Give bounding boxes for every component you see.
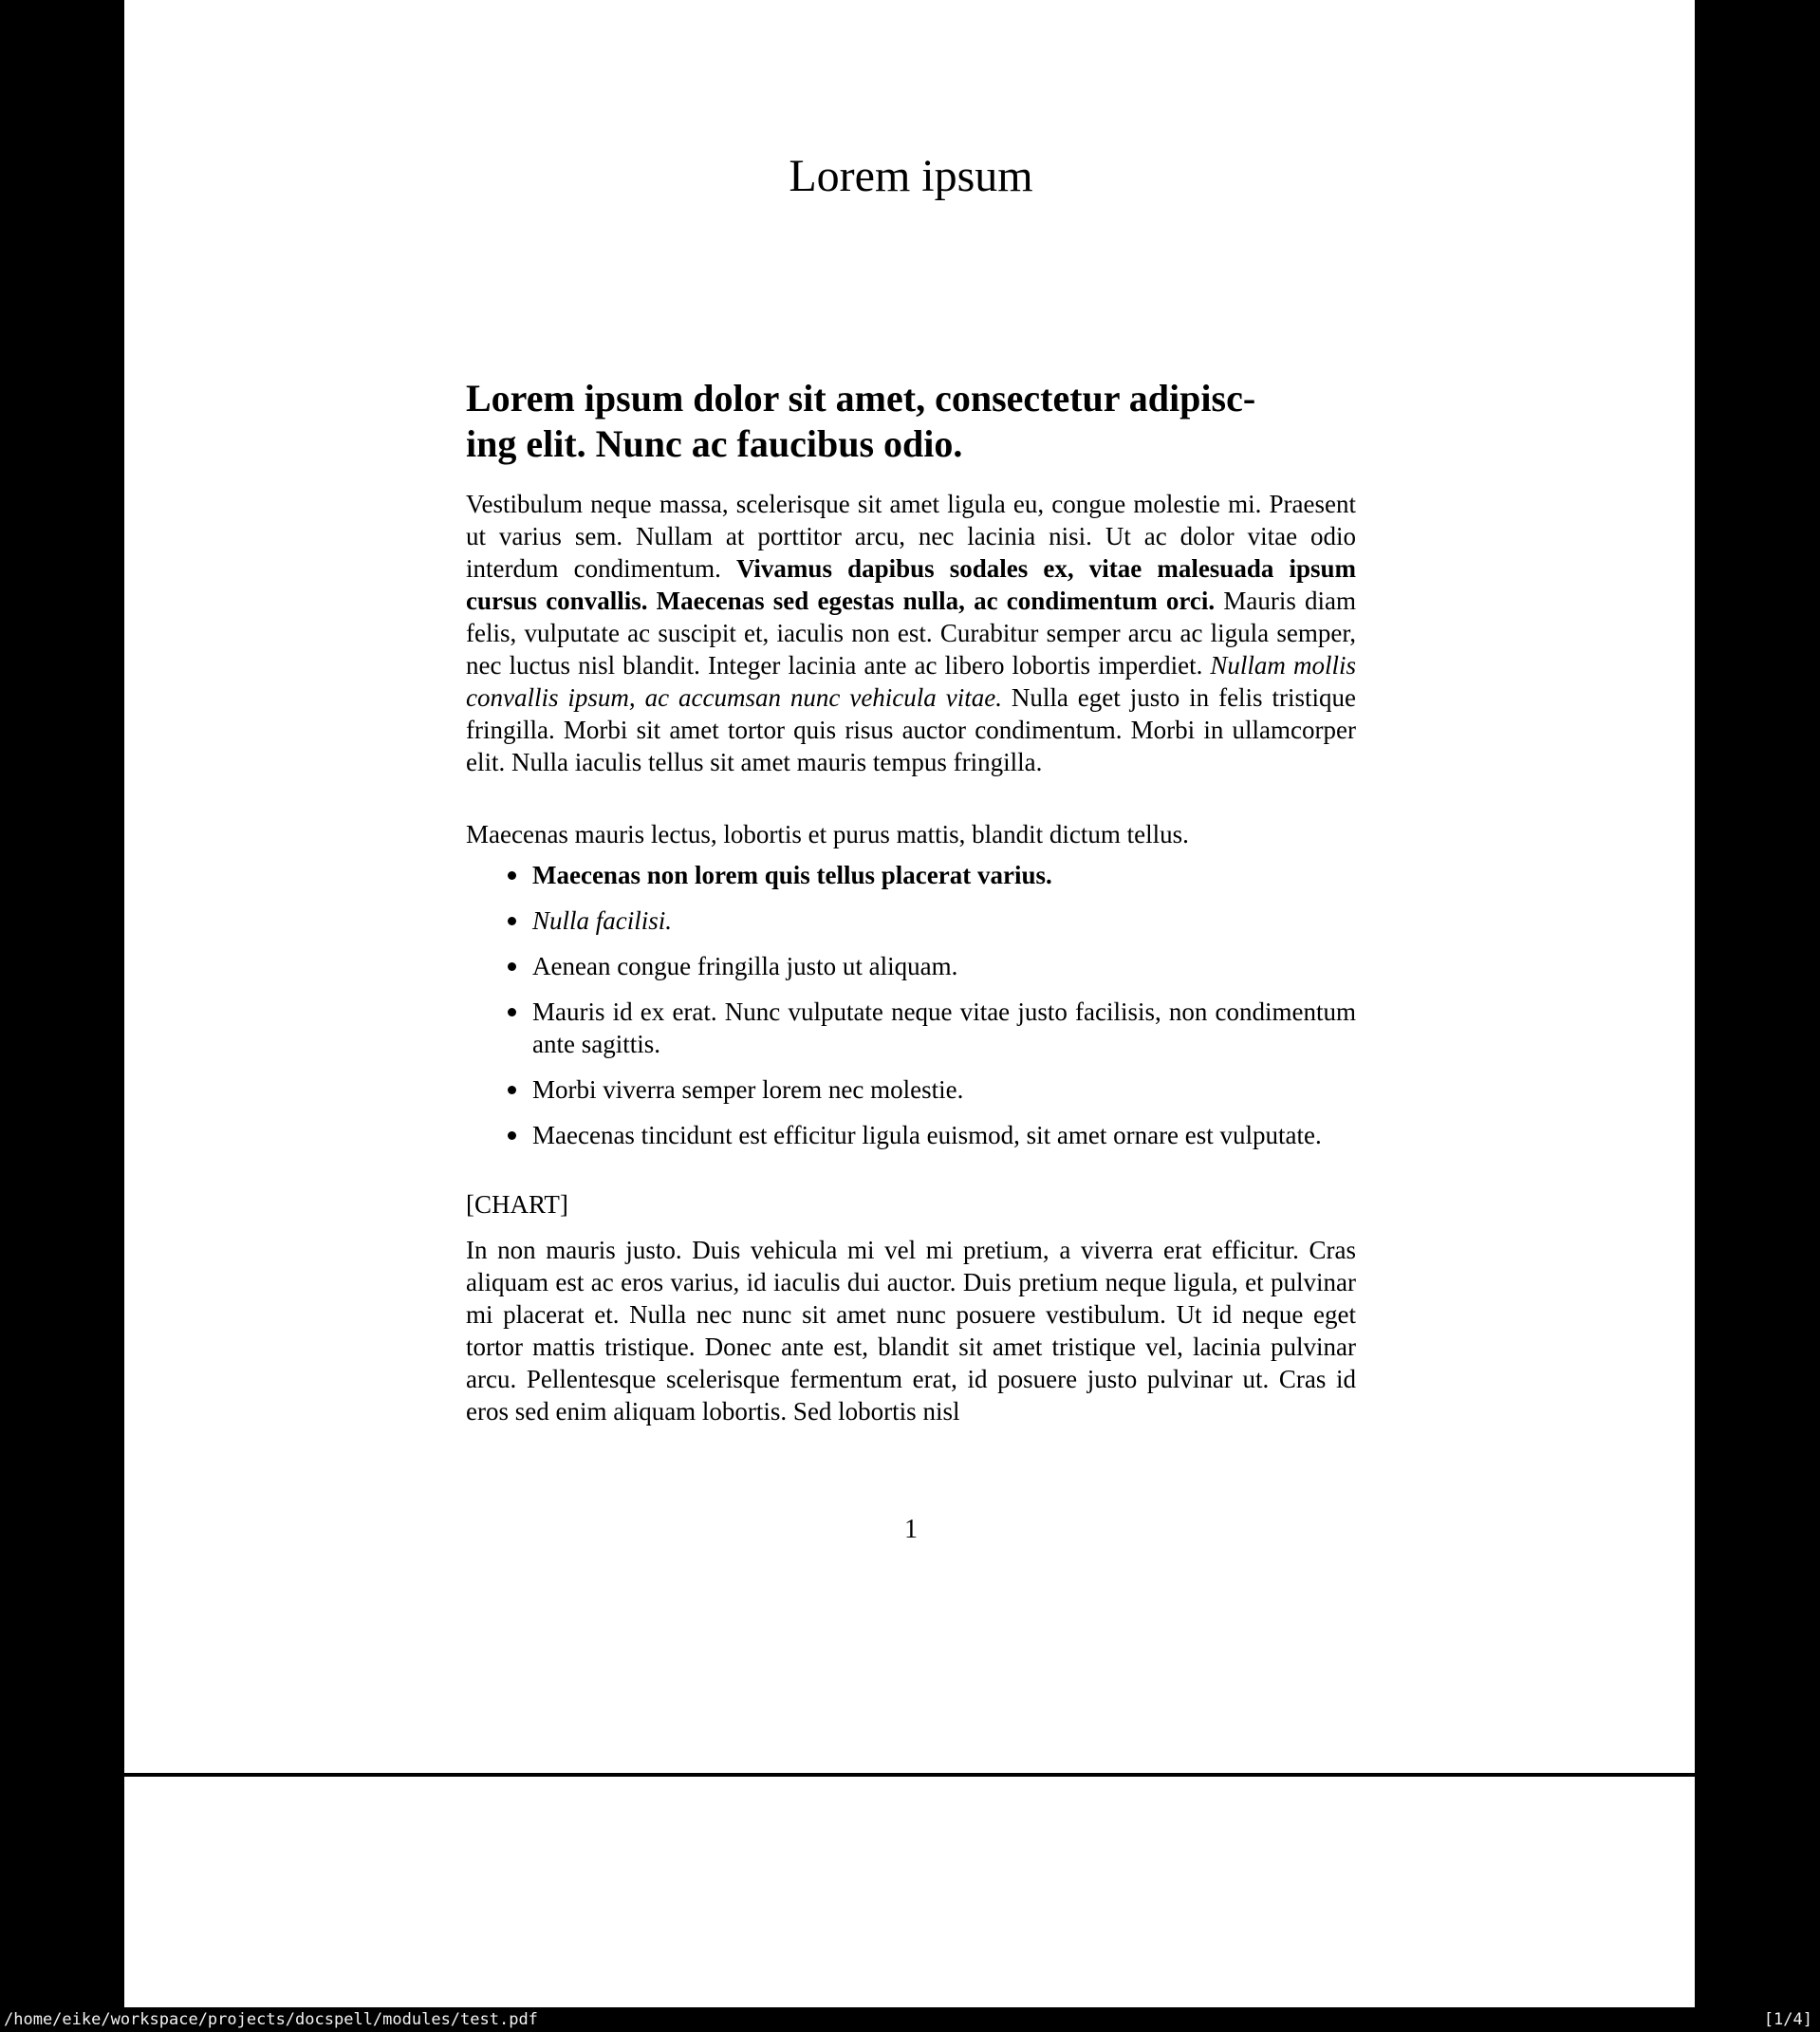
list-item-text: Morbi viverra semper lorem nec molestie. — [532, 1075, 964, 1104]
chart-placeholder: [CHART] — [466, 1190, 568, 1219]
list-item — [466, 996, 1356, 1060]
list-item-text: Nulla facilisi. — [532, 906, 673, 935]
section-heading-line-1: Lorem ipsum dolor sit amet, consectetur adipisc- — [466, 377, 1256, 419]
paragraph-1: Vestibulum neque massa, scelerisque sit amet ligula eu, congue molestie mi. Praesent ut varius sem. Nullam at porttitor arcu, nec lacinia nisi. Ut ac dolor vitae odio interdum condimentum. Vivamus dapibus sodales ex, vitae malesuada ipsum cursus convallis. Maecenas sed egestas nulla, ac condimentum orci. Mauris diam felis, vulputate ac suscipit et, iaculis non est. Curabitur semper arcu ac ligula semper, nec luctus nisl blandit. Integer lacinia ante ac libero lobortis imperdiet. Nullam mollis convallis ipsum, ac accumsan nunc vehicula vitae. Nulla eget justo in felis tristique fringilla. Morbi sit amet tortor quis risus auctor condimentum. Morbi in ullamcorper elit. Nulla iaculis tellus sit amet mauris tempus fringilla. — [466, 490, 1356, 776]
bullet-icon — [508, 1086, 516, 1094]
list-item — [466, 859, 1356, 891]
page-number: 1 — [904, 1515, 918, 1544]
list-item — [466, 1119, 1356, 1151]
bullet-list — [466, 859, 1356, 1165]
section-heading — [466, 376, 1356, 467]
list-item — [466, 950, 1356, 982]
list-item-text: Maecenas tincidunt est efficitur ligula euismod, sit amet ornare est vulputate. — [532, 1121, 1322, 1149]
list-item-text: Aenean congue fringilla justo ut aliquam. — [532, 952, 958, 980]
section-heading-line-2: ing elit. Nunc ac faucibus odio. — [466, 422, 963, 465]
list-item — [466, 1073, 1356, 1106]
statusbar-page-indicator: [1/4] — [1763, 2010, 1812, 2029]
bullet-icon — [508, 962, 516, 971]
bullet-icon — [508, 1008, 516, 1016]
pdf-page-2-sliver — [124, 1777, 1695, 2007]
pdf-page-1 — [124, 0, 1695, 1773]
list-item — [466, 904, 1356, 937]
bullet-icon — [508, 1131, 516, 1140]
paragraph-2: Maecenas mauris lectus, lobortis et purus mattis, blandit dictum tellus. — [466, 820, 1189, 848]
statusbar-file-path: /home/eike/workspace/projects/docspell/modules/test.pdf — [4, 2010, 538, 2029]
statusbar — [0, 2007, 1820, 2032]
bullet-icon — [508, 917, 516, 925]
paragraph-3: In non mauris justo. Duis vehicula mi vel mi pretium, a viverra erat efficitur. Cras aliquam est ac eros varius, id iaculis dui auctor. Duis pretium neque ligula, et pulvinar mi placerat et. Nulla nec nunc sit amet nunc posuere vestibulum. Ut id neque eget tortor mattis tristique. Donec ante est, blandit sit amet tristique vel, lacinia pulvinar arcu. Pellentesque scelerisque fermentum erat, id posuere justo pulvinar ut. Cras id eros sed enim aliquam lobortis. Sed lobortis nisl — [466, 1236, 1356, 1426]
list-item-text: Mauris id ex erat. Nunc vulputate neque vitae justo facilisis, non condimentum ante sagittis. — [532, 997, 1356, 1058]
document-title: Lorem ipsum — [789, 151, 1033, 201]
list-item-text: Maecenas non lorem quis tellus placerat varius. — [532, 861, 1052, 889]
bullet-icon — [508, 871, 516, 880]
